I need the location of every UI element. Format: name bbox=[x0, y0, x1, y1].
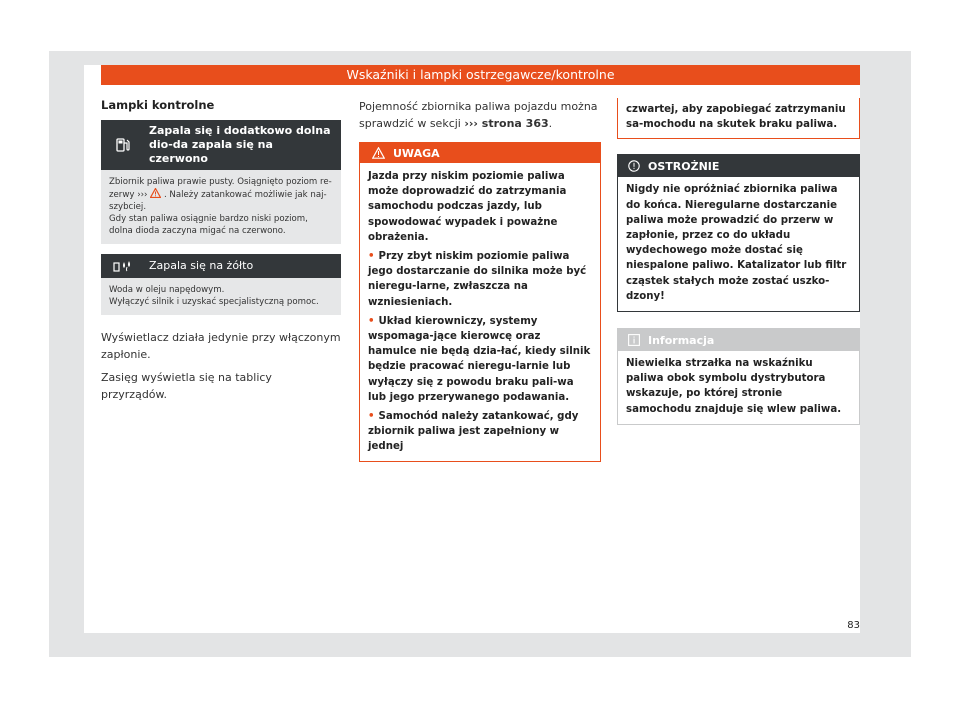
paragraph-range: Zasięg wyświetla się na tablicy przyrządów. bbox=[101, 371, 272, 401]
lamp-water-desc-2: Wyłączyć silnik i uzyskać specjalistyczną pomoc. bbox=[109, 297, 319, 307]
bullet-mark: • bbox=[368, 315, 375, 327]
page-number: 83 bbox=[847, 620, 860, 631]
paragraph-display: Wyświetlacz działa jedynie przy włączonym zapłonie. bbox=[101, 331, 341, 361]
lamp-fuel-description bbox=[101, 170, 341, 244]
oil-engine-icon bbox=[101, 260, 145, 272]
lamp-water-header bbox=[101, 254, 341, 278]
chapter-header: Wskaźniki i lampki ostrzegawcze/kontrolne bbox=[101, 65, 860, 85]
fuel-pump-icon bbox=[101, 137, 145, 153]
info-box bbox=[617, 328, 860, 425]
warning-bullet-2 bbox=[368, 314, 592, 405]
warning-bullet-3 bbox=[368, 409, 592, 455]
warning-paragraph: Jazda przy niskim poziomie paliwa może doprowadzić do zatrzymania samochodu podczas jazdy, lub spowodować wypadek i poważne obrażenia. bbox=[368, 171, 567, 243]
exclamation-circle-icon bbox=[628, 160, 640, 172]
capacity-paragraph bbox=[359, 98, 601, 132]
warning-header bbox=[360, 143, 600, 163]
caution-header bbox=[618, 155, 859, 177]
warning-triangle-icon bbox=[150, 190, 164, 200]
warning-triangle-icon bbox=[372, 147, 385, 159]
warning-title: UWAGA bbox=[393, 146, 440, 160]
bullet-text: Samochód należy zatankować, gdy zbiornik paliwa jest zapełniony w jednej bbox=[368, 411, 579, 453]
lamp-fuel-title: Zapala się i dodatkowo dolna dio-da zapala się na czerwono bbox=[149, 124, 331, 165]
bullet-text: Układ kierowniczy, systemy wspomaga-jące kierowcę oraz hamulce nie będą dzia-łać, kiedy silnik będzie pracować nieregu-larnie lub wyłączy się z powodu braku pali-wa lub jego przerywanego podawania. bbox=[368, 315, 591, 403]
caution-body: Nigdy nie opróżniać zbiornika paliwa do końca. Nieregularne dostarczanie paliwa może prowadzić do przerw w zapłonie, przez co do układu wydechowego może dostać się niespalone paliwo. Katalizator lub filtr cząstek stałych może zostać uszko-dzony! bbox=[626, 184, 847, 302]
capacity-end: . bbox=[548, 117, 553, 130]
warning-bullet-1 bbox=[368, 249, 592, 310]
right-column bbox=[617, 98, 860, 425]
caution-box bbox=[617, 154, 860, 312]
lamp-water-title: Zapala się na żółto bbox=[149, 259, 254, 272]
info-icon bbox=[628, 334, 640, 346]
lamp-water-desc-1: Woda w oleju napędowym. bbox=[109, 285, 225, 295]
middle-column bbox=[359, 98, 601, 462]
bullet-mark: • bbox=[368, 251, 375, 263]
lamp-fuel-header bbox=[101, 120, 341, 170]
warning-box bbox=[359, 142, 601, 462]
warning-body bbox=[360, 163, 600, 461]
warning-continued: czwartej, aby zapobiegać zatrzymaniu sa-mochodu na skutek braku paliwa. bbox=[617, 98, 860, 139]
bullet-mark: • bbox=[368, 411, 375, 423]
page-reference-link[interactable]: ››› strona 363 bbox=[464, 117, 549, 130]
lamp-fuel-desc-2: . Należy zatankować możliwie jak naj-szybciej. bbox=[109, 190, 327, 212]
lamp-fuel-desc-1: Zbiornik paliwa prawie pusty. Osiągnięto poziom re-zerwy bbox=[109, 177, 332, 200]
info-header bbox=[618, 329, 859, 351]
left-column bbox=[101, 98, 341, 409]
info-body: Niewielka strzałka na wskaźniku paliwa obok symbolu dystrybutora wskazuje, po której stronie samochodu znajduje się wlew paliwa. bbox=[626, 358, 842, 415]
reference-arrows[interactable]: ››› bbox=[137, 190, 148, 200]
lamp-water-block bbox=[101, 254, 341, 315]
lamp-fuel-block bbox=[101, 120, 341, 244]
info-title: Informacja bbox=[648, 333, 715, 347]
caution-title: OSTROŻNIE bbox=[648, 159, 720, 173]
lamp-fuel-desc-3: Gdy stan paliwa osiągnie bardzo niski poziom, dolna dioda zaczyna migać na czerwono. bbox=[109, 214, 308, 236]
section-heading: Lampki kontrolne bbox=[101, 98, 215, 112]
lamp-water-description bbox=[101, 278, 341, 315]
capacity-text: Pojemność zbiornika paliwa pojazdu można sprawdzić w sekcji bbox=[359, 100, 598, 130]
bullet-text: Przy zbyt niskim poziomie paliwa jego dostarczanie do silnika może być nieregu-larne, zwłaszcza na wzniesieniach. bbox=[368, 251, 587, 308]
